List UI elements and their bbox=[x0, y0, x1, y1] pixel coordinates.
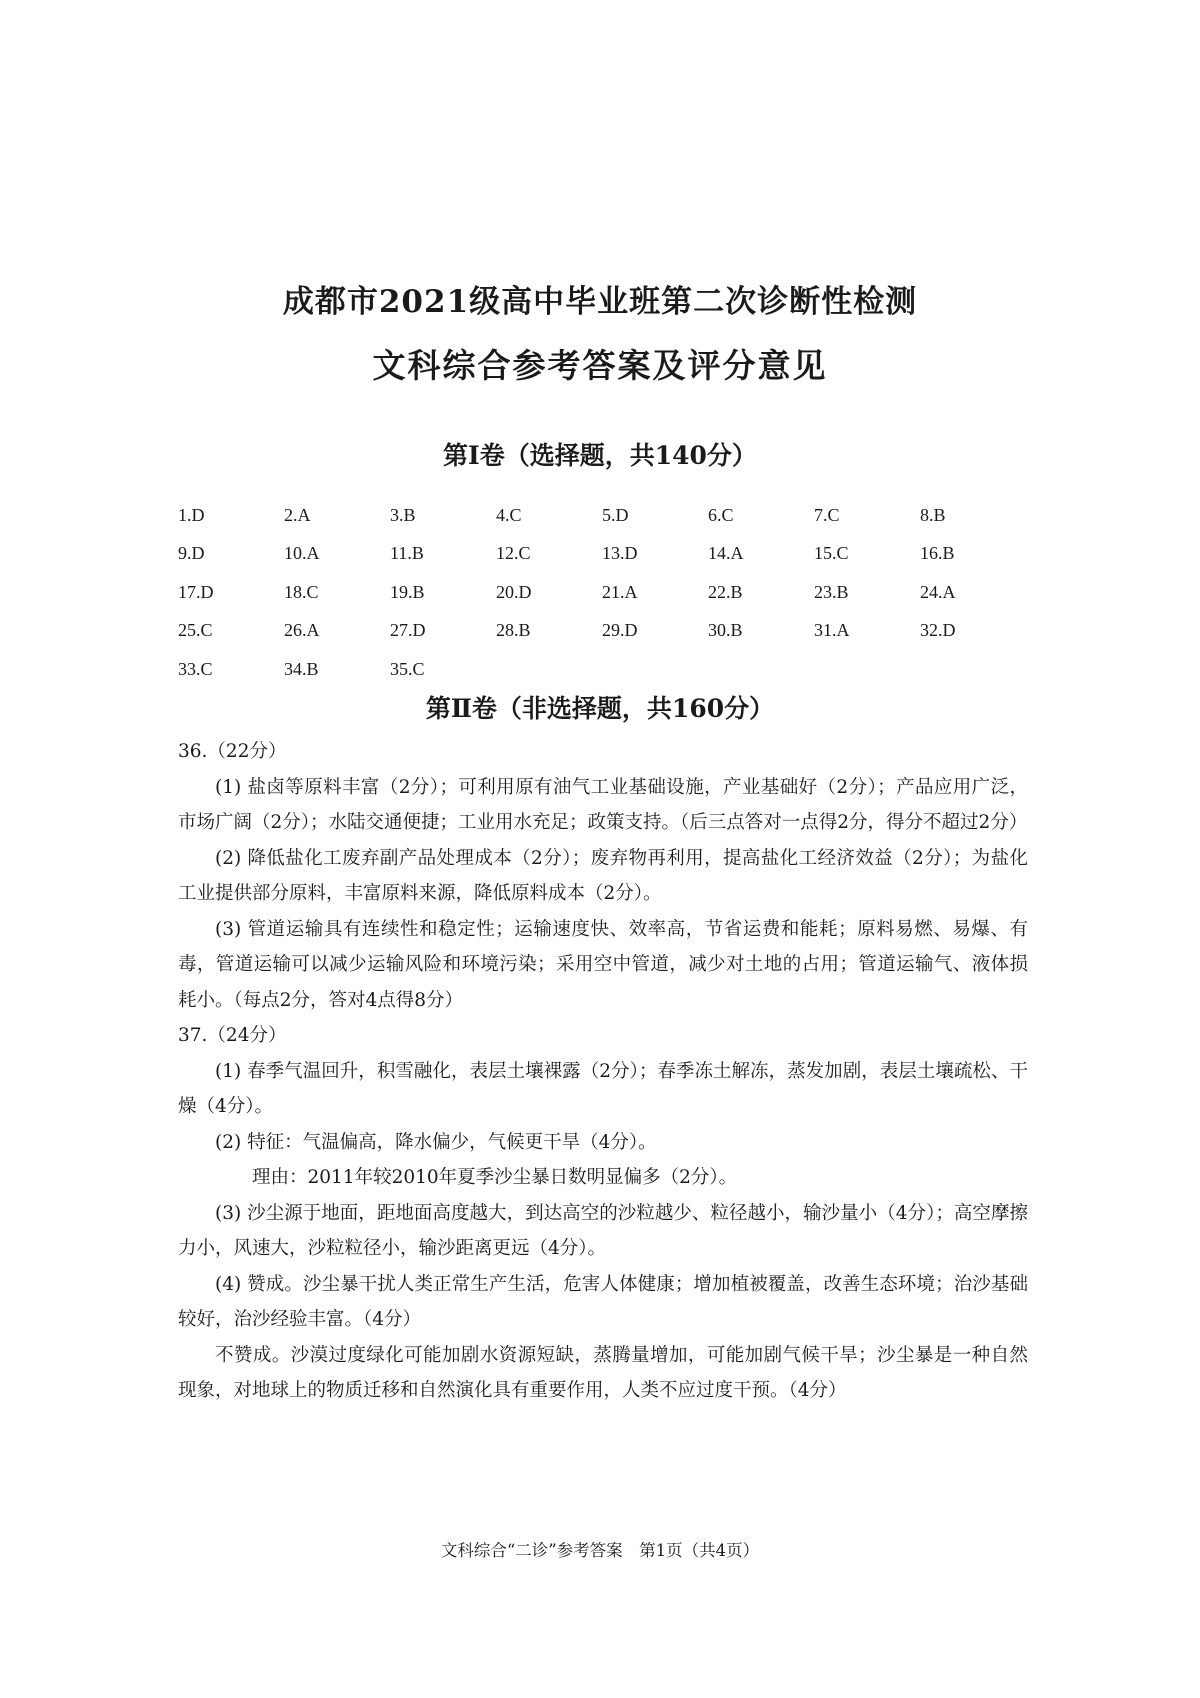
answer-item: 32.D bbox=[920, 620, 956, 641]
answer-row bbox=[178, 573, 1058, 612]
answer-item: 9.D bbox=[178, 543, 205, 564]
multiple-choice-answer-grid bbox=[178, 496, 1058, 689]
answer-item: 4.C bbox=[496, 504, 522, 525]
question-36-part-2: (2) 降低盐化工废弃副产品处理成本（2分）；废弃物再利用，提高盐化工经济效益（2分）；为盐化工业提供部分原料，丰富原料来源，降低原料成本（2分）。 bbox=[178, 847, 1028, 904]
answer-item: 29.D bbox=[602, 620, 638, 641]
answer-item: 27.D bbox=[390, 620, 426, 641]
answer-item: 34.B bbox=[284, 658, 319, 679]
answer-item: 15.C bbox=[814, 543, 849, 564]
question-37-heading: 37.（24分） bbox=[178, 1025, 287, 1046]
answer-item: 6.C bbox=[708, 504, 734, 525]
question-36-part-3: (3) 管道运输具有连续性和稳定性；运输速度快、效率高，节省运费和能耗；原料易燃、易爆、有毒，管道运输可以减少运输风险和环境污染；采用空中管道，减少对土地的占用；管道运输气、液体损耗小。（每点2分，答对4点得8分） bbox=[178, 918, 1028, 1011]
answer-item: 13.D bbox=[602, 543, 638, 564]
question-37-part-4-agree: (4) 赞成。沙尘暴干扰人类正常生产生活，危害人体健康；增加植被覆盖，改善生态环境；治沙基础较好，治沙经验丰富。（4分） bbox=[178, 1273, 1028, 1330]
page-footer: 文科综合“二诊”参考答案 第1页（共4页） bbox=[440, 1541, 760, 1560]
answer-item: 25.C bbox=[178, 620, 213, 641]
exam-title: 成都市2021级高中毕业班第二次诊断性检测 bbox=[282, 284, 918, 320]
question-36-heading: 36.（22分） bbox=[178, 741, 287, 762]
answer-item: 28.B bbox=[496, 620, 531, 641]
answer-item: 24.A bbox=[920, 581, 956, 602]
section-2-answers bbox=[178, 734, 1028, 1409]
answer-item: 26.A bbox=[284, 620, 320, 641]
answer-item: 21.A bbox=[602, 581, 638, 602]
answer-row bbox=[178, 535, 1058, 574]
answer-item: 14.A bbox=[708, 543, 744, 564]
answer-item: 18.C bbox=[284, 581, 319, 602]
answer-item: 23.B bbox=[814, 581, 849, 602]
question-37-part-2-reason: 理由：2011年较2010年夏季沙尘暴日数明显偏多（2分）。 bbox=[252, 1167, 738, 1188]
section-2-title: 第Ⅱ卷（非选择题，共160分） bbox=[425, 694, 775, 723]
answer-item: 22.B bbox=[708, 581, 743, 602]
question-37-part-4-disagree: 不赞成。沙漠过度绿化可能加剧水资源短缺，蒸腾量增加，可能加剧气候干旱；沙尘暴是一种自然现象，对地球上的物质迁移和自然演化具有重要作用，人类不应过度干预。（4分） bbox=[178, 1344, 1028, 1401]
question-36-part-1: (1) 盐卤等原料丰富（2分）；可利用原有油气工业基础设施，产业基础好（2分）；产品应用广泛，市场广阔（2分）；水陆交通便捷；工业用水充足；政策支持。（后三点答对一点得2分，得分不超过2分） bbox=[178, 776, 1028, 833]
question-37-part-3: (3) 沙尘源于地面，距地面高度越大，到达高空的沙粒越少、粒径越小，输沙量小（4分）；高空摩擦力小，风速大，沙粒粒径小，输沙距离更远（4分）。 bbox=[178, 1202, 1028, 1259]
answer-item: 30.B bbox=[708, 620, 743, 641]
answer-item: 12.C bbox=[496, 543, 531, 564]
answer-item: 5.D bbox=[602, 504, 629, 525]
answer-item: 8.B bbox=[920, 504, 946, 525]
question-37-part-1: (1) 春季气温回升，积雪融化，表层土壤裸露（2分）；春季冻土解冻，蒸发加剧，表层土壤疏松、干燥（4分）。 bbox=[178, 1060, 1028, 1117]
answer-item: 35.C bbox=[390, 658, 425, 679]
answer-item: 33.C bbox=[178, 658, 213, 679]
section-1-title: 第Ⅰ卷（选择题，共140分） bbox=[443, 441, 757, 470]
question-37-part-2: (2) 特征：气温偏高，降水偏少，气候更干旱（4分）。 bbox=[215, 1131, 657, 1153]
answer-item: 10.A bbox=[284, 543, 320, 564]
answer-item: 11.B bbox=[390, 543, 424, 564]
answer-row bbox=[178, 496, 1058, 535]
answer-item: 7.C bbox=[814, 504, 840, 525]
answer-key-title: 文科综合参考答案及评分意见 bbox=[372, 346, 828, 385]
answer-item: 1.D bbox=[178, 504, 205, 525]
answer-item: 19.B bbox=[390, 581, 425, 602]
answer-item: 2.A bbox=[284, 504, 311, 525]
answer-item: 16.B bbox=[920, 543, 955, 564]
answer-item: 17.D bbox=[178, 581, 214, 602]
answer-item: 20.D bbox=[496, 581, 532, 602]
answer-row bbox=[178, 650, 1058, 689]
answer-item: 3.B bbox=[390, 504, 416, 525]
answer-item: 31.A bbox=[814, 620, 850, 641]
answer-row bbox=[178, 612, 1058, 651]
